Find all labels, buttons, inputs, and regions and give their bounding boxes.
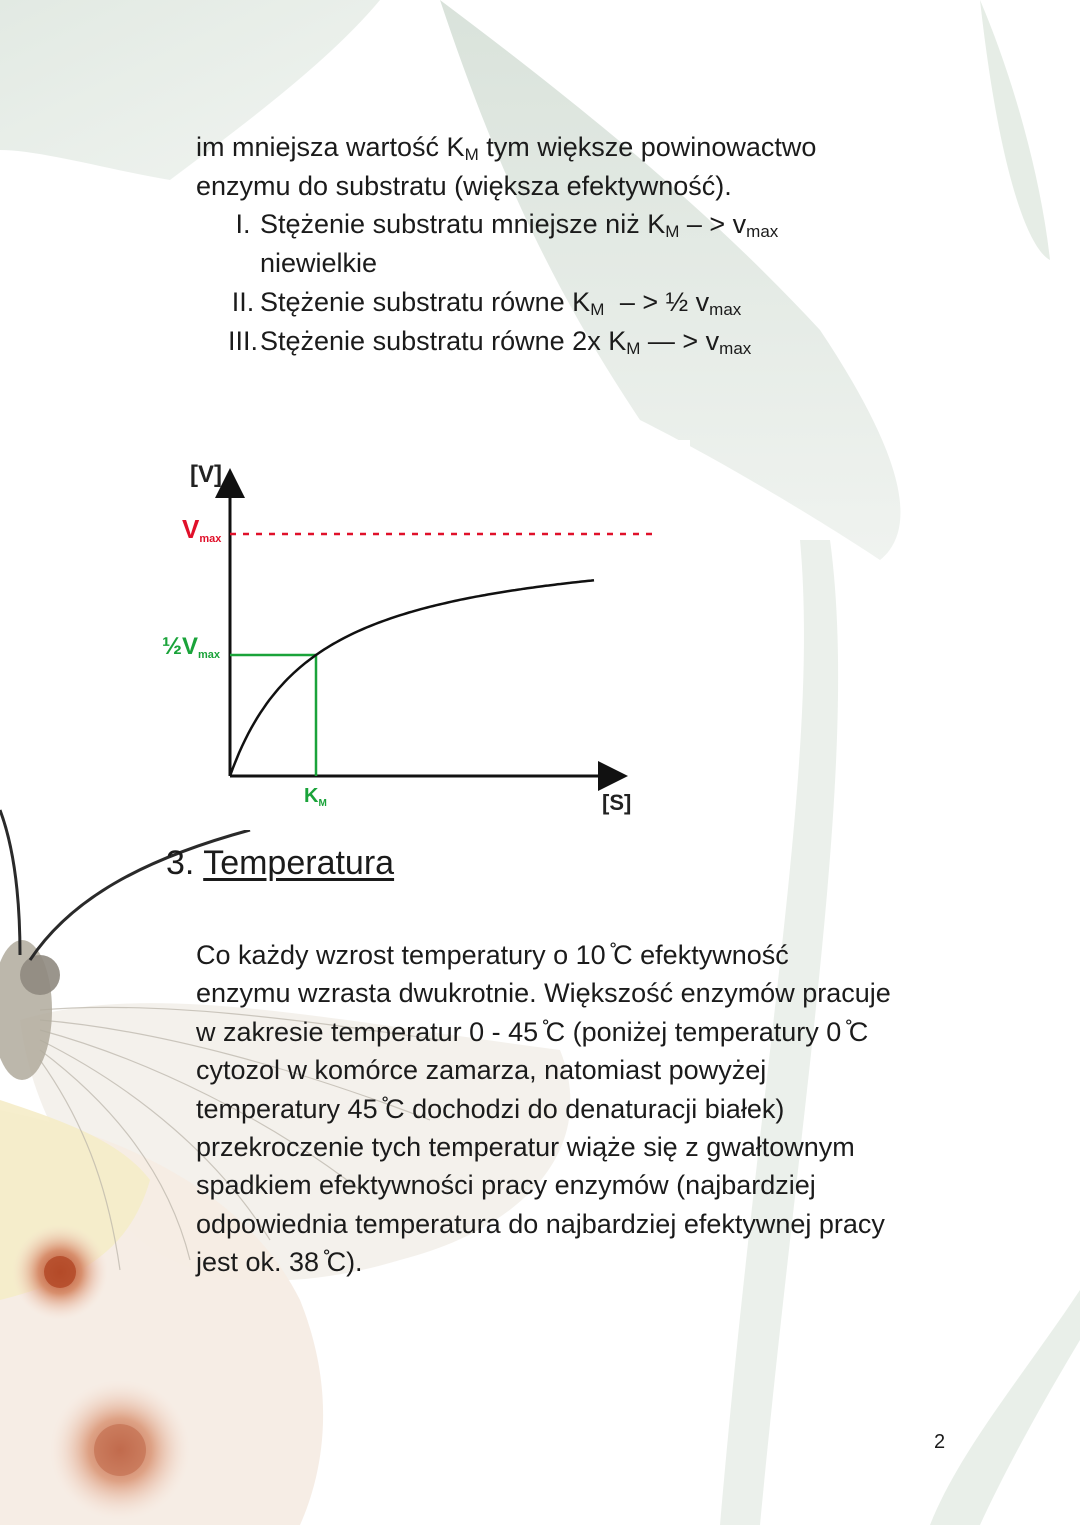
intro-line-2: enzymu do substratu (większa efektywność).	[196, 171, 732, 201]
y-axis-label: [V]	[190, 461, 222, 488]
list-item	[196, 322, 956, 361]
saturation-curve	[230, 580, 594, 776]
chart-svg	[128, 440, 690, 830]
paragraph-line: przekroczenie tych temperatur wiąże się z gwałtownym	[196, 1132, 855, 1163]
half-vmax-label: ½Vmax	[162, 633, 221, 661]
list-item-text: Stężenie substratu równe 2x $K_M$ — > $v_{max}$	[260, 326, 752, 358]
page-number: 2	[934, 1431, 946, 1453]
x-axis-label: [S]	[602, 790, 632, 815]
paragraph-line: w zakresie temperatur 0 - 45 ̊C (poniżej temperatury 0 ̊C	[196, 1016, 869, 1047]
list-item-text: Stężenie substratu równe $K_M$ – > ½ $v_{max}$	[260, 287, 742, 319]
section-title: Temperatura	[203, 844, 395, 882]
paragraph-line: jest ok. 38 ̊C).	[196, 1247, 363, 1278]
vmax-label: Vmax	[182, 514, 222, 545]
list-item	[196, 283, 956, 322]
list-numeral: II.	[231, 287, 255, 317]
list-numeral: III.	[227, 326, 258, 356]
list-item-text: Stężenie substratu mniejsze niż $K_M$ – > $v_{max}$ niewielkie	[260, 209, 779, 278]
intro-text	[196, 128, 956, 206]
intro-line-1: im mniejsza wartość $K_M$ tym większe powinowactwo	[196, 132, 817, 164]
list-numeral: I.	[235, 209, 251, 239]
paragraph-line: spadkiem efektywności pracy enzymów (najbardziej	[196, 1170, 816, 1201]
paragraph-line: enzymu wzrasta dwukrotnie. Większość enzymów pracuje	[196, 978, 891, 1009]
section-number: 3.	[166, 844, 195, 882]
paragraph-line: temperatury 45 ̊C dochodzi do denaturacji białek)	[196, 1093, 785, 1124]
list-item	[196, 205, 956, 283]
km-label: $K_M$	[304, 785, 327, 809]
paragraph-line: cytozol w komórce zamarza, natomiast powyżej	[196, 1055, 767, 1086]
roman-numeral-list	[196, 205, 956, 361]
temperature-paragraph	[196, 936, 956, 1282]
paragraph-line: Co każdy wzrost temperatury o 10 ̊C efektywność	[196, 940, 789, 970]
michaelis-menten-chart	[128, 440, 690, 830]
section-heading	[166, 840, 394, 886]
paragraph-line: odpowiednia temperatura do najbardziej efektywnej pracy	[196, 1208, 885, 1239]
list-item-continuation: niewielkie	[260, 248, 378, 278]
